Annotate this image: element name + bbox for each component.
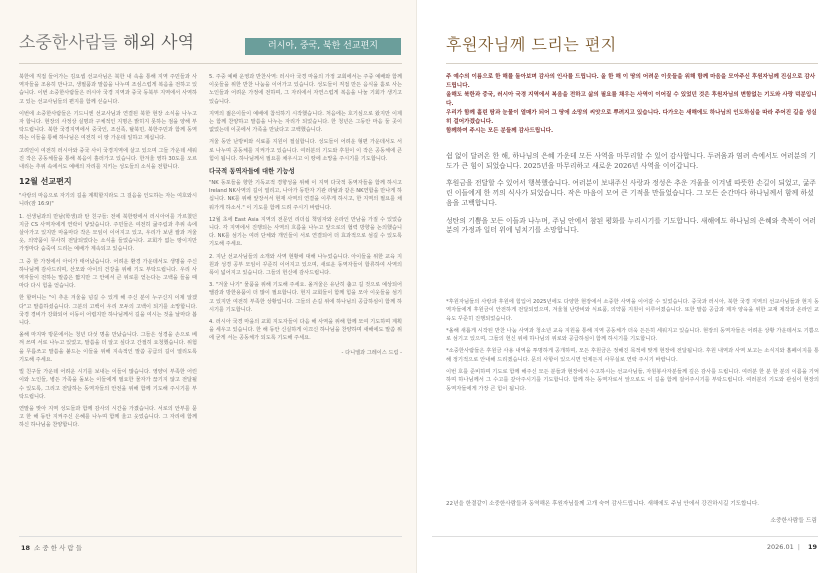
note-paragraph: *올해 새롭게 시작된 반찬 나눔 사역과 청소년 교육 지원을 통해 지역 공동체가 더욱 든든히 세워지고 있습니다. 현장의 동역자들은 어려운 상황 가운데서도 기쁨으로 섬기고 있으며, 그들의 헌신 위에 하나님의 위로와 공급하심이 함께 하시기를 기도합니다.: [446, 327, 819, 343]
header-prefix: 소중한사람들: [19, 33, 123, 53]
header-divider: [19, 63, 402, 64]
letter-paragraph: 겨울 동안 난방비와 식료품 지원이 절실합니다. 성도들이 어려운 형편 가운데서도 서로 나누며 공동체를 지켜가고 있습니다. 여러분의 기도와 후원이 이 작은 공동체에 큰 힘이 됩니다. 하나님께서 필요를 채우시고 이 땅에 소망을 주시기를 기도합니다.: [209, 139, 402, 162]
letter-paragraph: 3. "겨울 나기" 물품을 위해 기도해 주세요. 올겨울은 유난히 춥고 길 것으로 예상되어 땔감과 방한용품이 더 많이 필요합니다. 현지 교회들이 함께 힘을 모아 이웃들을 섬기고 있지만 여전히 부족한 상황입니다. 그들의 손길 위에 하나님의 공급하심이 함께 하시기를 기도합니다.: [209, 282, 402, 313]
closing-text: 22년을 한결같이 소중한사람들과 동역해온 후원자님들께 고개 숙여 감사드립니다. 새해에도 주님 안에서 강건하시길 기도합니다.: [446, 501, 759, 507]
letter-paragraph: 연말을 맞아 지역 성도들과 함께 감사의 시간을 가졌습니다. 서로의 안부를 묻고 한 해 동안 지켜주신 은혜를 나누며 함께 울고 웃었습니다. 그 자리에 함께 하신 하나님을 찬양합니다.: [19, 405, 197, 429]
left-page: [0, 0, 417, 573]
right-column: [209, 73, 402, 361]
letter-paragraph: 5. 주중 예배 운영과 반찬사역: 러시아 국경 마을의 가정 교회에서는 주중 예배와 함께 이웃들을 위한 반찬 나눔을 이어가고 있습니다. 성도들이 직접 만든 음식을 홀로 사는 노인들과 어려운 가정에 전하며, 그 자리에서 자연스럽게 복음을 나눌 기회가 생기고 있습니다.: [209, 74, 402, 105]
letter-signature: 소중한사람들 드림: [770, 518, 817, 524]
intro-line: 주 예수의 이름으로 한 해를 돌아보며 감사의 인사를 드립니다. 올 한 해 이 땅의 어려운 이웃들을 위해 함께 마음을 모아주신 후원자님께 진심으로 감사드립니다.: [446, 74, 816, 89]
letter-paragraph: "NK 동포들을 향한 기독교적 경향성을 위해 이 지역 다국적 동역자들을 함께 하시고 Ireland NK사역의 길이 열리고, 나아가 동반자 기관 라탈과 같은 NK연합을 만나게 하십니다. NK를 위해 앞장서서 현재 사역의 연결을 이루게 하시고, 한 지역의 필요를 채워가게 하소서." 이 기도를 함께 드려 주시기 바랍니다.: [209, 180, 402, 211]
note-paragraph: 이번 호를 준비하며 기도로 함께 해주신 모든 분들과 현장에서 수고하시는 선교사님들, 자원봉사자분들께 깊은 감사를 드립니다. 여러분 한 분 한 분의 이름을 기억하며 하나님께서 그 수고를 갚아주시기를 기도합니다. 함께 하는 동역자로서 앞으로도 이 길을 함께 걸어주시기를 부탁드립니다. 여러분의 기도와 관심이 현장의 동역자들에게 가장 큰 힘이 됩니다.: [446, 369, 819, 392]
page-footer: [767, 543, 817, 551]
footer-divider: [432, 536, 818, 537]
body-paragraph: 성탄의 기쁨을 모든 이들과 나누며, 주님 안에서 참된 평화를 누리시기를 기도합니다. 새해에도 하나님의 은혜와 축복이 여러분의 가정과 일터 위에 넘치기를 소망합니다.: [446, 216, 817, 235]
letter-paragraph: 올해 마지막 방문에서는 청년 다섯 명을 만났습니다. 그들은 성경을 손으로 베껴 쓰며 서로 나누고 있었고, 말씀을 더 알고 싶다고 간절히 요청했습니다. 위험을 무릅쓰고 말씀을 붙드는 이들을 위해 지속적인 말씀 공급의 길이 열리도록 기도해 주세요.: [19, 332, 197, 363]
footer-date: 2026.01: [766, 543, 794, 551]
letter-paragraph: 한 할머니는 "이 추운 겨울을 넘길 수 있게 해 주신 분이 누구신지 이제 알겠다"고 말씀하셨습니다. 그분의 고백이 우리 모두의 고백이 되기를 소망합니다. 국경 경비가 강화되어 이동이 어렵지만 하나님께서 길을 여시는 것을 날마다 봅니다.: [19, 295, 197, 327]
closing-block: [446, 500, 819, 509]
letter-paragraph: 빌 친구들 가운데 어려운 시기를 보내는 이들이 많습니다. 영양이 부족한 어린이와 노인들, 병든 가족을 돌보는 이들에게 필요한 물자가 끊기지 않고 전달될 수 있도록, 그리고 전달하는 동역자들의 안전을 위해 함께 기도해 주시기를 부탁드립니다.: [19, 369, 197, 400]
letter-paragraph: 4. 러시아 국경 마을의 교회 지도자들이 다음 해 사역을 위해 함께 모여 기도하며 계획을 세우고 있습니다. 한 해 동안 신실하게 이끄신 하나님을 찬양하며 새해에도 말씀 위에 굳게 서는 공동체가 되도록 기도해 주세요.: [209, 319, 402, 342]
letter-paragraph: 12월 초에 East Asia 지역의 전문인 리더십 책임자와 온라인 만남을 가질 수 있었습니다. 각 지역에서 진행되는 사역의 흐름을 나누고 앞으로의 협력 방향을 논의했습니다. NK를 섬기는 여러 단체와 개인들이 서로 연결되어 더 효과적으로 섬길 수 있도록 기도해 주세요.: [209, 216, 402, 248]
intro-line: 우리가 함께 흘린 땀과 눈물이 열매가 되어 그 땅에 소망의 씨앗으로 뿌려지고 있습니다. 다가오는 새해에도 하나님의 인도하심을 따라 주어진 길을 성실히 걸어가겠습니다.: [446, 110, 817, 125]
letter-signature: - 다니엘과 그레이스 드림 -: [341, 349, 402, 356]
header-emphasis: 해외 사역: [122, 33, 195, 53]
subsection-title: 다국적 동역자들에 대한 기능성: [209, 168, 295, 176]
body-paragraph: 후원금을 전달할 수 있어서 행복했습니다. 여러분이 보내주신 사랑과 정성은 추운 겨울을 이겨낼 따뜻한 손길이 되었고, 굶주린 이들에게 한 끼의 식사가 되었습니다. 작은 마음이 모여 큰 기적을 만들었습니다. 그 모든 순간마다 하나님께서 함께 하셨음을 고백합니다.: [446, 179, 817, 207]
section-header: [19, 28, 194, 53]
body-paragraph: 쉼 없이 달려온 한 해, 하나님의 은혜 가운데 모든 사역을 마무리할 수 있어 감사합니다. 두려움과 염려 속에서도 여러분의 기도가 큰 힘이 되었습니다. 2025년을 마무리하고 새로운 2026년 사역을 이어갑니다.: [446, 152, 816, 170]
intro-paragraph: 이번에 소중한사람들은 기드니엔 선교사님과 연결된 북한 현장 소식을 나누고자 합니다. 현장의 사정상 실명과 구체적인 지명은 밝히지 못하는 점을 양해 부탁드립니다. 북한 국경지역에서 중국인, 조선족, 탈북민, 북한주민과 함께 동역하는 이들을 통해 하나님은 여전히 이 땅 가운데 일하고 계십니다.: [19, 110, 197, 142]
page-number: 19: [807, 543, 817, 551]
header-divider: [446, 63, 818, 64]
footer-publication: 소 중 한 사 람 들: [34, 544, 83, 552]
intro-paragraph: 북한에 직접 들어가는 김요셉 선교사님은 북한 내 속을 통해 지역 주민들과 사역자들을 조용히 만나고, 생필품과 말씀을 나누며 조심스럽게 복음을 전하고 있습니다. 이번 소중한사람들은 러시아 국경 지역과 중국 동북부 지역에서 사역하고 있는 선교사님들의 편지를 함께 싣습니다.: [19, 74, 197, 105]
section-title: 12월 선교편지: [19, 177, 72, 187]
letter-body: [446, 152, 819, 244]
letter-paragraph: 2. 지난 선교사님들의 소개와 사역 현황에 대해 나누었습니다. 아이들을 위한 교육 지원과 성경 공부 모임이 꾸준히 이어지고 있으며, 새로운 동역자들이 합류하여 사역의 폭이 넓어지고 있습니다. 그들의 헌신에 감사드립니다.: [209, 253, 402, 277]
letter-paragraph: 지역의 젊은이들이 예배에 참석하기 시작했습니다. 처음에는 호기심으로 왔지만 이제는 함께 찬양하고 말씀을 나누는 자리가 되었습니다. 한 청년은 그동안 마음 둘 곳이 없었는데 이곳에서 가족을 만났다고 고백했습니다.: [209, 110, 402, 134]
footer-divider: [19, 536, 402, 537]
letter-header: 후원자님께 드리는 편지: [446, 35, 617, 54]
page-footer: [21, 543, 82, 552]
footer-separator: |: [797, 543, 800, 551]
region-tag: 러시아, 중국, 북한 선교편지: [245, 38, 401, 55]
intro-line: 올해도 북한과 중국, 러시아 국경 지역에서 복음을 전하고 삶의 필요를 채우는 사역이 이어질 수 있었던 것은 후원자님의 변함없는 기도와 사랑 덕분입니다.: [446, 92, 817, 107]
note-paragraph: *소중한사람들은 후원금 사용 내역을 투명하게 공개하며, 모든 후원금은 정해진 목적에 맞게 현장에 전달됩니다. 후원 내역과 사역 보고는 소식지와 홈페이지를 통해 정기적으로 안내해 드리겠습니다. 문의 사항이 있으시면 언제든지 사무실로 연락 주시기 바랍니다.: [446, 348, 819, 363]
report-notes: [446, 298, 819, 397]
note-paragraph: *후원자님들의 사랑과 후원에 힘입어 2025년에도 다양한 현장에서 소중한 사역을 이어갈 수 있었습니다. 중국과 러시아, 북한 국경 지역의 선교사님들과 현지 동역자들에게 후원금이 안전하게 전달되었으며, 겨울철 난방비와 식료품, 의약품 지원이 이루어졌습니다. 또한 말씀 공급과 제자 양육을 위한 교재 제작과 온라인 교육도 꾸준히 진행되었습니다.: [446, 299, 819, 322]
intro-line: 함께하여 주시는 모든 분들께 감사드립니다.: [446, 128, 554, 134]
left-column: [19, 73, 197, 434]
intro-block: [446, 73, 819, 136]
letter-paragraph: "사랑의 마음으로 자기의 길을 계획할지라도 그 걸음을 인도하는 자는 여호와시니라(잠 16:9)": [19, 193, 197, 208]
letter-paragraph: 1. 선생님과의 만남(학생)과 탄 친구들: 전에 북한땅에서 러시아어를 가르쳤던 지금 CS 사역자에게 연락이 닿았습니다. 주민들은 여전히 굶주림과 추위 속에 살아가고 있지만 마을마다 작은 모임이 이어지고 있고, 우리가 보낸 쌀과 겨울옷, 의약품이 무사히 전달되었다는 소식을 들었습니다. 교회가 없는 땅이지만 가정마다 숨죽여 드리는 예배가 계속되고 있습니다.: [19, 213, 197, 253]
intro-paragraph: 고려인이 여전히 러시아와 중국 사이 국경지역에 살고 있으며 그들 가운데 세워진 작은 공동체들을 통해 복음이 흘러가고 있습니다. 한겨울 영하 30도를 오르내리는 추위 속에서도 예배의 자리를 지키는 성도들의 소식을 전합니다.: [19, 147, 197, 171]
page-number: 18: [21, 544, 31, 552]
letter-paragraph: 그 중 한 가정에서 아이가 태어났습니다. 어려운 환경 가운데서도 생명을 주신 하나님께 감사드리며, 산모와 아이의 건강을 위해 기도 부탁드립니다. 우리 사역자들이 전하는 말씀은 짧지만 그 안에서 큰 위로를 얻는다는 고백을 들을 때마다 다시 힘을 얻습니다.: [19, 258, 197, 290]
right-page: [417, 0, 835, 573]
